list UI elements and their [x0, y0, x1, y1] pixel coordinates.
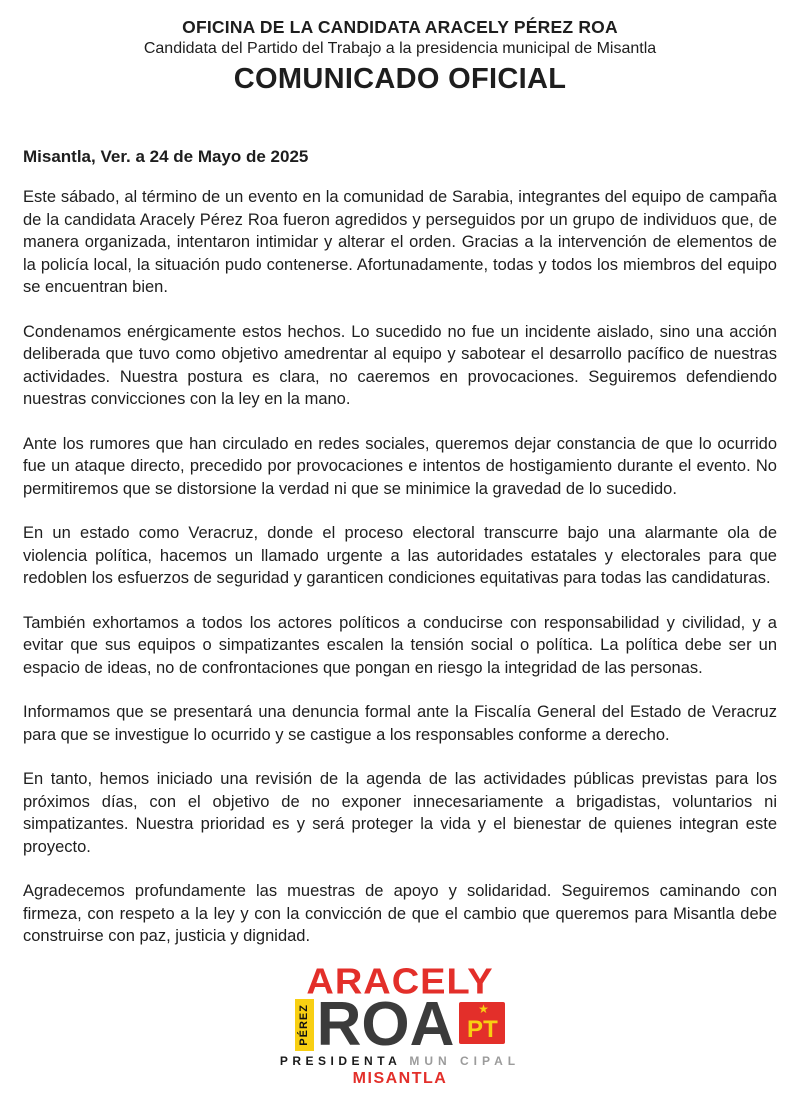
dateline: Misantla, Ver. a 24 de Mayo de 2025 [23, 147, 309, 166]
paragraph-agenda-review: En tanto, hemos iniciado una revisión de la agenda de las actividades públicas previstas para los próximos días, con el objetivo de no exponer innecesariamente a brigadistas, voluntarios ni simpatizantes. Nuestra prioridad es y será proteger la vida y el bienestar de quienes integran este proyecto. [23, 770, 777, 856]
pt-party-badge [459, 1002, 505, 1044]
logo-middle-name-ribbon [295, 999, 314, 1051]
paragraph-exhortation: También exhortamos a todos los actores políticos a conducirse con responsabilidad y civilidad, y a evitar que sus equipos o simpatizantes escalen la tensión social o política. La política debe ser un espacio de ideas, no de confrontaciones que pongan en riesgo la integridad de las personas. [23, 613, 777, 677]
logo-middle-row [295, 989, 506, 1059]
document-title: COMUNICADO OFICIAL [233, 63, 567, 95]
office-line: OFICINA DE LA CANDIDATA ARACELY PÉREZ ROA [182, 17, 618, 37]
paragraph-incident: Este sábado, al término de un evento en la comunidad de Sarabia, integrantes del equipo de campaña de la candidata Aracely Pérez Roa fueron agredidos y perseguidos por un grupo de individuos que, de manera organizada, intentaron intimidar y alterar el orden. Gracias a la intervención de elementos de la policía local, la situación pudo contenerse. Afortunadamente, todas y todos los miembros del equipo se encuentran bien. [23, 188, 777, 296]
paragraph-gratitude: Agradecemos profundamente las muestras de apoyo y solidaridad. Seguiremos caminando con firmeza, con respeto a la ley y con la convicción de que el cambio que queremos para Misantla debe construirse con paz, justicia y dignidad. [23, 882, 777, 945]
logo-last-name: ROA [316, 989, 455, 1059]
logo-middle-name: PÉREZ [298, 1003, 311, 1046]
logo-city: MISANTLA [352, 1069, 448, 1087]
paragraph-legal-action: Informamos que se presentará una denuncia formal ante la Fiscalía General del Estado de Veracruz para que se investigue lo ocurrido y se castigue a los responsables conforme a derecho. [23, 703, 777, 744]
paragraph-rumors: Ante los rumores que han circulado en redes sociales, queremos dejar constancia de que lo ocurrido fue un ataque directo, precedido por provocaciones e intentos de hostigamiento durante el evento. No permitiremos que se distorsione la verdad ni que se minimice la gravedad de lo sucedido. [23, 434, 777, 498]
star-icon: ★ [478, 1001, 489, 1016]
pt-party-label: PT [467, 1015, 498, 1043]
role-primary: PRESIDENTA [279, 1053, 402, 1068]
subtitle-line: Candidata del Partido del Trabajo a la presidencia municipal de Misantla [143, 40, 657, 57]
campaign-logo [0, 963, 800, 1088]
paragraph-authorities-call: En un estado como Veracruz, donde el proceso electoral transcurre bajo una alarmante ola de violencia política, hacemos un llamado urgente a las autoridades estatales y electorales para que redoblen los esfuerzos de seguridad y garanticen condiciones equitativas para todas las candidaturas. [23, 524, 777, 587]
document-header [0, 0, 800, 96]
document-body [23, 186, 777, 948]
role-secondary: MUN CIPAL [409, 1053, 521, 1068]
logo-first-name: ARACELY [306, 961, 494, 1002]
paragraph-condemnation: Condenamos enérgicamente estos hechos. Lo sucedido no fue un incidente aislado, sino una acción deliberada que tuvo como objetivo amedrentar al equipo y sabotear el desarrollo pacífico de nuestras actividades. Nuestra postura es clara, no caeremos en provocaciones. Seguiremos defendiendo nuestras convicciones con la ley en la mano. [23, 322, 777, 408]
